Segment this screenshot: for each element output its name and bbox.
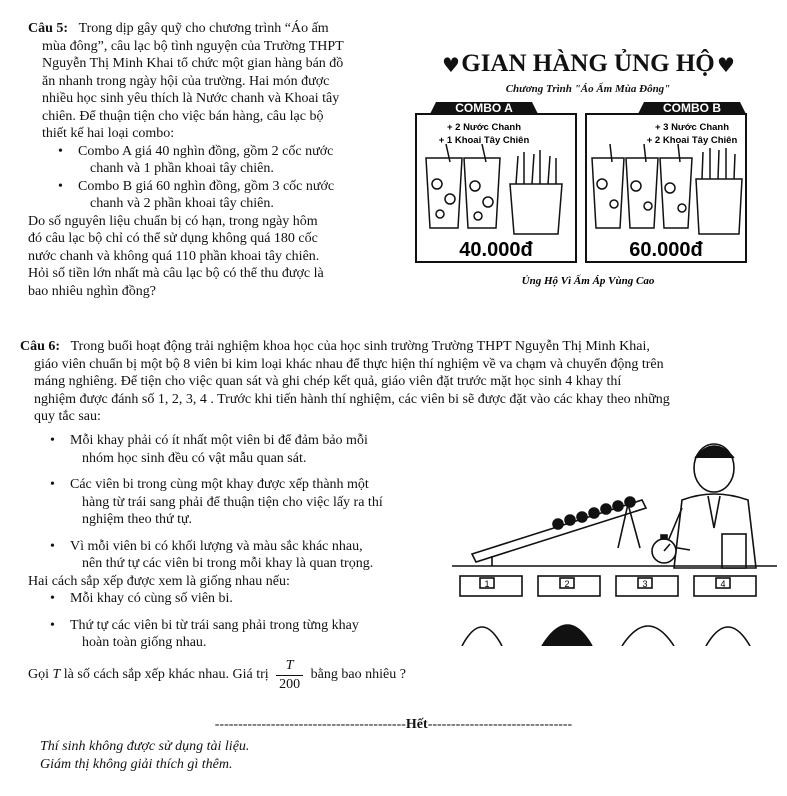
experiment-illustration	[452, 438, 777, 646]
q5-line: Trong dịp gây quỹ cho chương trình “Áo ấm	[78, 21, 329, 36]
combo-a-line2: + 1 Khoai Tây Chiên	[438, 135, 530, 146]
tray-1	[460, 576, 522, 596]
rule-line: nhóm học sinh đều có vật mẫu quan sát.	[82, 450, 307, 466]
lab-svg	[452, 438, 777, 646]
rule-line: hoàn toàn giống nhau.	[82, 635, 207, 650]
heart-icon: ♥	[717, 53, 735, 77]
rule-line: nên thứ tự các viên bi trong mỗi khay là quan trọng.	[82, 556, 374, 571]
end-marker	[0, 716, 787, 734]
combo-banner-illustration	[412, 34, 764, 290]
q5-bullet	[28, 178, 393, 213]
combo-a-name: COMBO A	[455, 101, 513, 115]
student-heads	[462, 625, 750, 646]
combo-a-price: 40.000đ	[459, 239, 533, 261]
combo-a-panel	[416, 101, 576, 262]
banner-title: GIAN HÀNG ỦNG HỘ	[461, 50, 715, 77]
q5-line: bao nhiêu nghìn đồng?	[28, 283, 156, 299]
tray-label-1: 1	[484, 579, 490, 589]
end-word: Hết	[405, 717, 428, 732]
same-rule-list	[20, 590, 440, 652]
lemonade-cups-a	[426, 144, 500, 228]
bullet-line: • Combo A giá 40 nghìn đồng, gồm 2 cốc nước	[78, 143, 334, 159]
heart-icon: ♥	[442, 53, 460, 77]
fraction-numerator: T	[276, 657, 303, 676]
bullet-line: • Combo B giá 60 nghìn đồng, gồm 3 cốc nước	[78, 178, 335, 194]
q5-line: Nguyễn Thị Minh Khai tổ chức một gian hàng bán đồ	[42, 56, 344, 71]
same-condition-label: Hai cách sắp xếp được xem là giống nhau nếu:	[28, 573, 290, 589]
q5-line: thiết kế hai loại combo:	[42, 126, 175, 141]
fraction-T-over-200	[276, 657, 303, 693]
teacher-figure	[666, 444, 756, 568]
q5-outro	[28, 213, 393, 301]
variable-T: T	[52, 667, 61, 683]
note-line: Giám thị không giải thích gì thêm.	[40, 756, 233, 772]
q5-line: Hỏi số tiền lớn nhất mà câu lạc bộ có thể thu được là	[28, 266, 324, 281]
rule-line: • Vì mỗi viên bi có khối lượng và màu sắc khác nhau,	[70, 538, 363, 554]
bullet-line: chanh và 2 phần khoai tây chiên.	[90, 196, 274, 211]
question-5	[28, 20, 393, 300]
q5-line: nước chanh và không quá 110 phần khoai tây chiên.	[28, 248, 320, 264]
tray-label-3: 3	[642, 579, 648, 589]
q6-line: quy tắc sau:	[34, 409, 101, 424]
q5-combo-list	[28, 143, 393, 213]
rule-item	[20, 432, 440, 467]
exam-notes	[40, 738, 440, 773]
combo-b-line1: + 3 Nước Chanh	[654, 122, 730, 133]
q5-line: chiên. Để thuận tiện cho việc bán hàng, câu lạc bộ	[42, 108, 324, 124]
q5-line: mùa đông”, câu lạc bộ tình nguyện của Trường THPT	[42, 38, 344, 54]
q5-bullet	[28, 143, 393, 178]
same-rule-item	[20, 617, 440, 652]
question-text: Gọi	[28, 667, 49, 683]
rule-item	[20, 476, 440, 529]
combo-a-line1: + 2 Nước Chanh	[446, 122, 522, 133]
rule-line: nghiệm theo thứ tự.	[82, 512, 193, 527]
rule-line: • Thứ tự các viên bi từ trái sang phải trong từng khay	[70, 617, 359, 633]
banner-svg	[412, 34, 764, 290]
question-6-rules	[20, 432, 440, 652]
question-text: là số cách sắp xếp khác nhau. Giá trị	[63, 667, 269, 683]
rule-line: hàng từ trái sang phải để thuận tiện cho việc lấy ra thí	[82, 494, 383, 510]
rule-item	[20, 538, 440, 573]
note-line: Thí sinh không được sử dụng tài liệu.	[40, 739, 250, 754]
q5-line: đó câu lạc bộ chỉ có thể sử dụng không quá 180 cốc	[28, 231, 318, 246]
q6-line: giáo viên chuẩn bị một bộ 8 viên bi kim loại khác nhau để thực hiện thí nghiệm về va chạm và chuyển động trên	[34, 356, 664, 372]
banner-footer: Ủng Hộ Vì Ấm Áp Vùng Cao	[521, 275, 655, 287]
q6-label: Câu 6:	[20, 339, 61, 354]
lemonade-cups-b	[592, 144, 692, 228]
rule-list	[20, 432, 440, 573]
combo-b-price: 60.000đ	[629, 239, 703, 261]
combo-b-line2: + 2 Khoai Tây Chiên	[646, 135, 738, 146]
dashes-left: -----------------------------------------	[214, 717, 406, 732]
fraction-denominator: 200	[279, 676, 301, 692]
combo-b-name: COMBO B	[663, 101, 721, 115]
q5-label: Câu 5:	[28, 21, 69, 36]
rule-line: • Mỗi khay có cùng số viên bi.	[70, 591, 233, 606]
stopwatch-icon	[652, 535, 676, 563]
q6-question-line	[28, 657, 488, 693]
q5-line: Do số nguyên liệu chuẩn bị có hạn, trong ngày hôm	[28, 213, 318, 229]
same-rule-item	[20, 590, 440, 608]
fries-b	[696, 148, 742, 234]
tray-label-4: 4	[720, 579, 726, 589]
fries-a	[510, 150, 562, 234]
question-text: bằng bao nhiêu ?	[310, 667, 406, 683]
tray-label-2: 2	[564, 579, 570, 589]
rule-line: • Các viên bi trong cùng một khay được xếp thành một	[70, 477, 369, 492]
bullet-line: chanh và 1 phần khoai tây chiên.	[90, 161, 274, 176]
rule-line: • Mỗi khay phải có ít nhất một viên bi để đảm bảo mỗi	[70, 433, 368, 448]
q5-intro	[28, 20, 393, 143]
q6-line: Trong buổi hoạt động trải nghiệm khoa học của học sinh trường Trường THPT Nguyễn Thị Minh Khai,	[70, 339, 650, 354]
combo-b-panel	[586, 101, 746, 262]
question-6-intro	[20, 338, 770, 426]
q5-line: ăn nhanh trong ngày hội của trường. Hai món được	[42, 73, 330, 89]
q5-line: nhiều học sinh yêu thích là Nước chanh và Khoai tây	[42, 91, 340, 106]
q6-line: nghiệm được đánh số 1, 2, 3, 4 . Trước khi tiến hành thí nghiệm, các viên bi sẽ được đặt vào các khay theo những	[34, 391, 670, 407]
dashes-right: -------------------------------	[427, 717, 573, 732]
q6-line: máng nghiêng. Để tiện cho việc quan sát và ghi chép kết quả, giáo viên đặt trước mặt học sinh 4 khay thí	[34, 374, 622, 389]
banner-subtitle: Chương Trình "Áo Ấm Mùa Đông"	[505, 83, 671, 95]
